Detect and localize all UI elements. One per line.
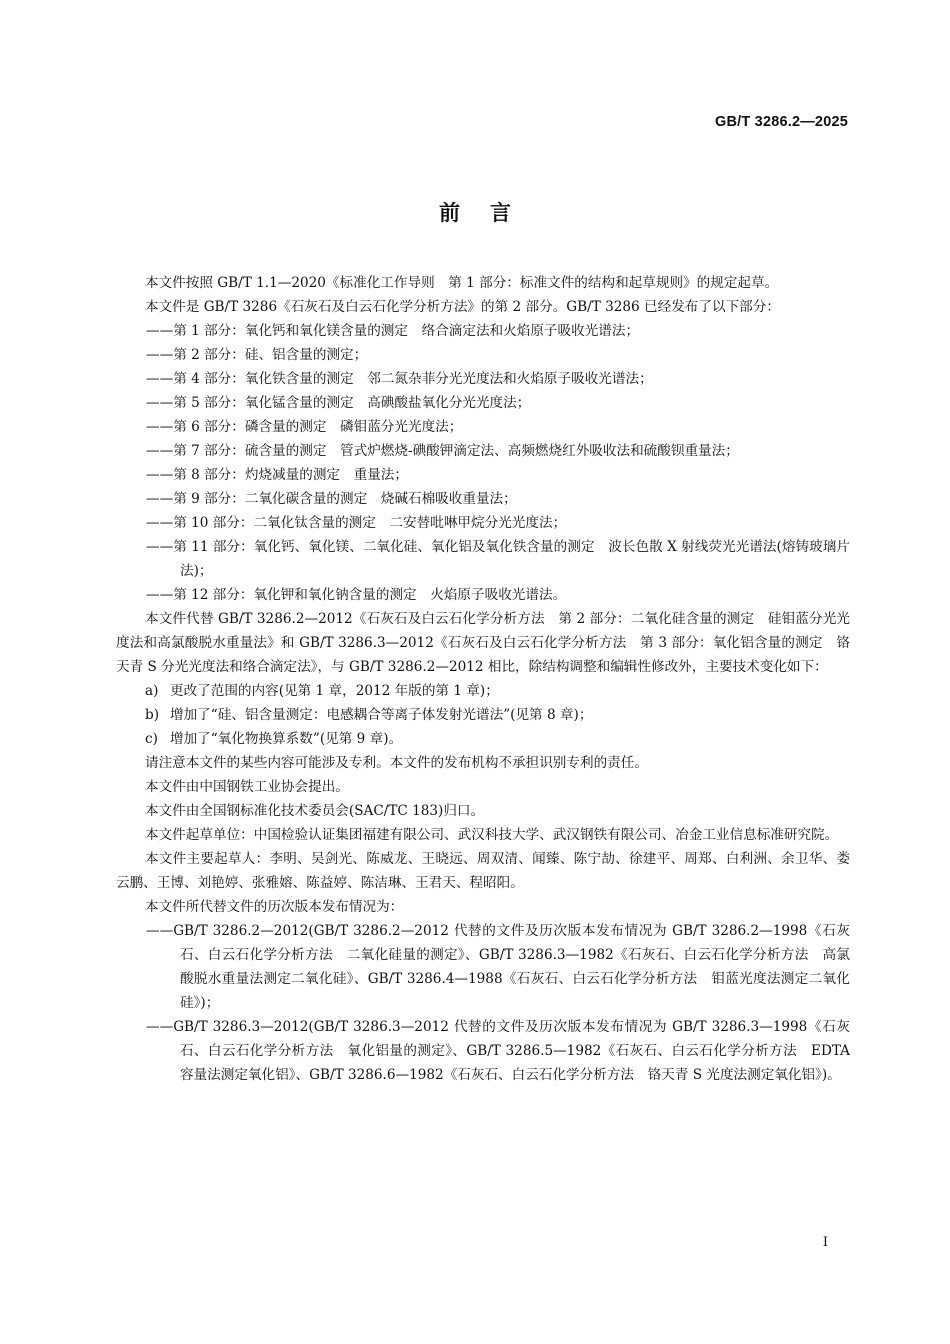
page-number: Ⅰ	[822, 1235, 828, 1250]
list-item-part-12: ——第 12 部分：氧化钾和氧化钠含量的测定 火焰原子吸收光谱法。	[146, 587, 567, 603]
history-item-1: ——GB/T 3286.2—2012(GB/T 3286.2—2012 代替的文件及历次版本发布情况为 GB/T 3286.2—1998《石灰石、白云石化学分析方法 二氧化硅量的测定》、GB/T 3286.3—1982《石灰石、白云石化学分析方法 高氯酸脱水重量法测定二氧化硅》、GB/T 3286.4—1988《石灰石、白云石化学分析方法 钼蓝光度法测定二氧化硅》)；	[146, 923, 850, 1011]
paragraph-drafting-rules: 本文件按照 GB/T 1.1—2020《标准化工作导则 第 1 部分：标准文件的结构和起草规则》的规定起草。	[145, 275, 779, 291]
change-item-a	[116, 679, 850, 703]
paragraph-patent-notice: 请注意本文件的某些内容可能涉及专利。本文件的发布机构不承担识别专利的责任。	[145, 755, 648, 771]
paragraph-series-intro: 本文件是 GB/T 3286《石灰石及白云石化学分析方法》的第 2 部分。GB/T 3286 已经发布了以下部分：	[145, 299, 780, 315]
document-body	[116, 271, 850, 1087]
list-item-part-8: ——第 8 部分：灼烧减量的测定 重量法；	[146, 467, 408, 483]
paragraph-drafting-units: 本文件起草单位：中国检验认证集团福建有限公司、武汉科技大学、武汉钢铁有限公司、冶金工业信息标准研究院。	[145, 827, 839, 843]
change-label: a)	[145, 683, 159, 699]
list-item-part-4: ——第 4 部分：氧化铁含量的测定 邻二氮杂菲分光光度法和火焰原子吸收光谱法；	[146, 371, 653, 387]
paragraph-drafters: 本文件主要起草人：李明、吴剑光、陈威龙、王晓远、周双清、闻臻、陈宁劼、徐建平、周郑、白利洲、余卫华、娄云鹏、王博、刘艳婷、张雅嫆、陈益婷、陈洁琳、王君天、程昭阳。	[116, 851, 850, 891]
list-item-part-6: ——第 6 部分：磷含量的测定 磷钼蓝分光光度法；	[146, 419, 463, 435]
change-item-b	[116, 703, 850, 727]
change-label: b)	[145, 707, 160, 723]
list-item-part-10: ——第 10 部分：二氧化钛含量的测定 二安替吡啉甲烷分光光度法；	[146, 515, 567, 531]
change-text: 增加了“硅、铝含量测定：电感耦合等离子体发射光谱法”(见第 8 章)；	[170, 707, 593, 723]
change-label: c)	[145, 731, 158, 747]
list-item-part-7: ——第 7 部分：硫含量的测定 管式炉燃烧-碘酸钾滴定法、高频燃烧红外吸收法和硫酸钡重量法；	[146, 443, 739, 459]
list-item-part-11: ——第 11 部分：氧化钙、氧化镁、二氧化硅、氧化铝及氧化铁含量的测定 波长色散 X 射线荧光光谱法(熔铸玻璃片法)；	[146, 539, 850, 579]
history-item-2: ——GB/T 3286.3—2012(GB/T 3286.3—2012 代替的文件及历次版本发布情况为 GB/T 3286.3—1998《石灰石、白云石化学分析方法 氧化铝量的测定》、GB/T 3286.5—1982《石灰石、白云石化学分析方法 EDTA 容量法测定氧化铝》、GB/T 3286.6—1982《石灰石、白云石化学分析方法 铬天青 S 光度法测定氧化铝》)。	[146, 1019, 850, 1083]
list-item-part-9: ——第 9 部分：二氧化碳含量的测定 烧碱石棉吸收重量法；	[146, 491, 517, 507]
list-item-part-1: ——第 1 部分：氧化钙和氧化镁含量的测定 络合滴定法和火焰原子吸收光谱法；	[146, 323, 640, 339]
paragraph-committee: 本文件由全国钢标准化技术委员会(SAC/TC 183)归口。	[145, 803, 485, 819]
standard-code: GB/T 3286.2—2025	[715, 114, 848, 130]
list-item-part-5: ——第 5 部分：氧化锰含量的测定 高碘酸盐氧化分光光度法；	[146, 395, 531, 411]
page-title: 前言	[439, 201, 541, 225]
paragraph-proposer: 本文件由中国钢铁工业协会提出。	[145, 779, 349, 795]
change-item-c	[116, 727, 850, 751]
paragraph-history-intro: 本文件所代替文件的历次版本发布情况为：	[145, 899, 404, 915]
paragraph-replacement: 本文件代替 GB/T 3286.2—2012《石灰石及白云石化学分析方法 第 2 部分：二氧化硅含量的测定 硅钼蓝分光光度法和高氯酸脱水重量法》和 GB/T 3286.3—2012《石灰石及白云石化学分析方法 第 3 部分：氧化铝含量的测定 铬天青 S 分光光度法和络合滴定法》，与 GB/T 3286.2—2012 相比，除结构调整和编辑性修改外，主要技术变化如下：	[116, 611, 850, 675]
list-item-part-2: ——第 2 部分：硅、铝含量的测定；	[146, 347, 368, 363]
change-text: 更改了范围的内容(见第 1 章，2012 年版的第 1 章)；	[170, 683, 499, 699]
change-text: 增加了“氧化物换算系数”(见第 9 章)。	[170, 731, 403, 747]
